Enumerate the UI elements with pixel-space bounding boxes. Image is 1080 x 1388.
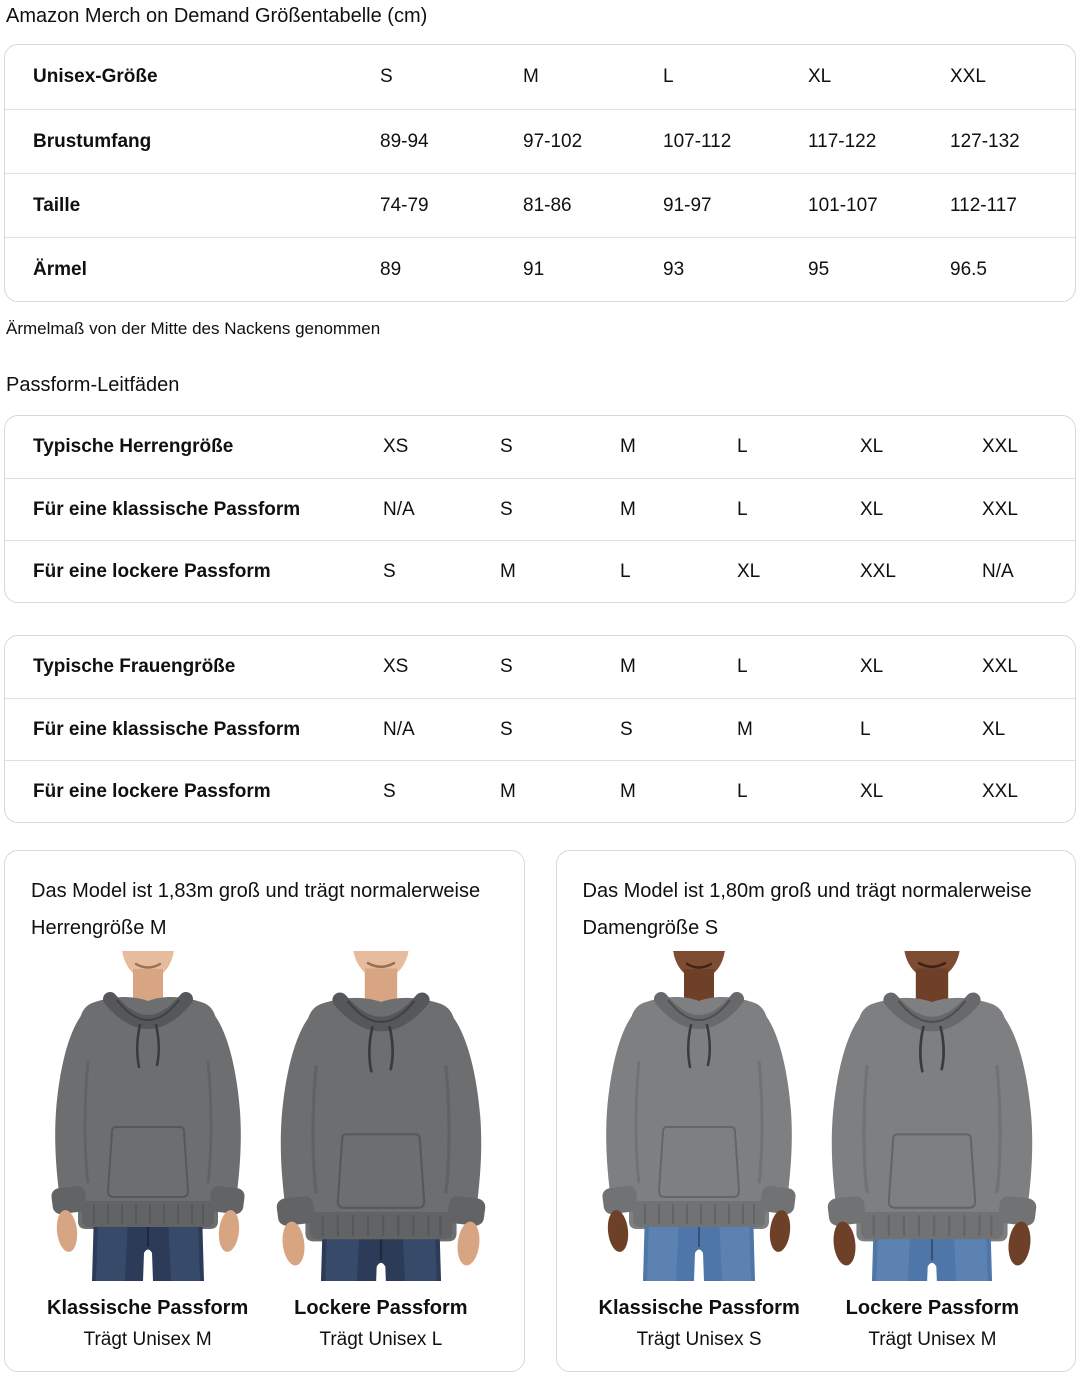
fit-cell: S (383, 560, 396, 582)
mens-fit-table (4, 415, 1076, 603)
measure-cell: 96.5 (950, 258, 987, 280)
size-col-header: S (380, 66, 393, 87)
fit-label: Lockere Passform (845, 1297, 1020, 1319)
row-label: Unisex-Größe (33, 66, 158, 87)
table-row-classic-fit (5, 478, 1075, 540)
size-col-header: XL (808, 66, 832, 87)
male-model-classic-fit-photo (32, 951, 264, 1281)
measure-cell: 112-117 (950, 194, 1017, 216)
table-row-waist (5, 173, 1075, 237)
row-label: Ärmel (33, 258, 87, 280)
fit-cell: L (860, 718, 871, 740)
size-col-header: L (663, 66, 674, 87)
fit-cell: L (737, 656, 748, 677)
loose-fit-photo-block (816, 951, 1049, 1351)
fit-cell: M (620, 498, 636, 520)
classic-fit-photo-block (31, 951, 264, 1351)
model-description: Das Model ist 1,83m groß und trägt normalerweise Herrengröße M (31, 880, 481, 939)
measure-cell: 91 (523, 258, 545, 280)
measure-cell: 91-97 (663, 194, 712, 216)
page-title: Amazon Merch on Demand Größentabelle (cm) (6, 5, 428, 27)
fit-cell: M (500, 780, 516, 802)
fit-cell: N/A (982, 560, 1014, 582)
fit-cell: XXL (860, 560, 896, 582)
row-label: Taille (33, 194, 81, 216)
fit-label: Klassische Passform (47, 1297, 249, 1319)
fit-cell: M (620, 436, 636, 457)
model-description: Das Model ist 1,80m groß und trägt normalerweise Damengröße S (582, 880, 1032, 939)
measure-cell: 101-107 (808, 194, 878, 216)
fit-cell: XL (860, 436, 884, 457)
row-label: Für eine klassische Passform (33, 718, 301, 740)
womens-fit-table (4, 635, 1076, 823)
loose-fit-photo-block (264, 951, 497, 1351)
unisex-size-table (4, 44, 1076, 302)
row-label: Für eine lockere Passform (33, 780, 271, 802)
row-label: Für eine klassische Passform (33, 498, 301, 520)
fit-cell: XXL (982, 780, 1018, 802)
measure-cell: 97-102 (523, 130, 583, 152)
classic-fit-photo-block (583, 951, 816, 1351)
table-row-loose-fit (5, 540, 1075, 602)
measure-cell: 93 (663, 258, 685, 280)
row-label: Brustumfang (33, 130, 152, 152)
size-col-header: XXL (950, 66, 986, 87)
size-label: Trägt Unisex M (83, 1329, 212, 1350)
fit-cell: N/A (383, 498, 415, 520)
model-photos (583, 951, 1050, 1351)
fit-cell: XS (383, 436, 409, 457)
sleeve-measure-note: Ärmelmaß von der Mitte des Nackens genommen (6, 319, 381, 338)
table-row-typical-womens-size (5, 636, 1075, 698)
model-cards (4, 850, 1076, 1372)
measure-cell: 127-132 (950, 130, 1020, 152)
mens-model-card (4, 850, 525, 1372)
measure-cell: 89-94 (380, 130, 429, 152)
measure-cell: 117-122 (808, 130, 877, 152)
table-row-sleeve (5, 237, 1075, 301)
photo-caption (599, 1281, 800, 1351)
size-label: Trägt Unisex M (868, 1329, 997, 1350)
fit-cell: S (500, 656, 513, 677)
size-col-header: M (523, 66, 539, 87)
fit-cell: M (500, 560, 516, 582)
fit-cell: XL (982, 718, 1006, 740)
fit-cell: XL (860, 656, 884, 677)
model-photos (31, 951, 498, 1351)
fit-cell: N/A (383, 718, 415, 740)
fit-cell: L (620, 560, 631, 582)
womens-model-card (556, 850, 1077, 1372)
fit-cell: S (620, 718, 633, 740)
fit-cell: M (620, 656, 636, 677)
measure-cell: 107-112 (663, 130, 732, 152)
table-row-classic-fit (5, 698, 1075, 760)
size-label: Trägt Unisex S (636, 1329, 762, 1350)
male-model-loose-fit-photo (265, 951, 497, 1281)
fit-cell: S (383, 780, 396, 802)
photo-caption (47, 1281, 248, 1351)
fit-cell: L (737, 780, 748, 802)
female-model-loose-fit-photo (816, 951, 1048, 1281)
row-label: Typische Herrengröße (33, 436, 234, 457)
table-row-loose-fit (5, 760, 1075, 822)
measure-cell: 81-86 (523, 194, 572, 216)
fit-label: Lockere Passform (294, 1297, 468, 1319)
fit-cell: L (737, 498, 748, 520)
fit-cell: XXL (982, 436, 1018, 457)
fit-label: Klassische Passform (598, 1297, 800, 1319)
fit-cell: XL (860, 780, 884, 802)
row-label: Typische Frauengröße (33, 656, 236, 677)
fit-cell: M (620, 780, 636, 802)
table-header-row (5, 45, 1075, 109)
measure-cell: 95 (808, 258, 830, 280)
table-row-chest (5, 109, 1075, 173)
fit-cell: S (500, 718, 513, 740)
measure-cell: 74-79 (380, 194, 429, 216)
table-row-typical-mens-size (5, 416, 1075, 478)
fit-cell: S (500, 436, 513, 457)
fit-cell: XXL (982, 498, 1018, 520)
fit-cell: S (500, 498, 513, 520)
measure-cell: 89 (380, 258, 402, 280)
fit-cell: XS (383, 656, 409, 677)
female-model-classic-fit-photo (583, 951, 815, 1281)
fit-cell: XXL (982, 656, 1018, 677)
photo-caption (846, 1281, 1019, 1351)
fit-cell: XL (860, 498, 884, 520)
photo-caption (294, 1281, 467, 1351)
fit-cell: XL (737, 560, 761, 582)
fit-cell: M (737, 718, 753, 740)
fit-cell: L (737, 436, 748, 457)
row-label: Für eine lockere Passform (33, 560, 271, 582)
fit-guides-heading: Passform-Leitfäden (6, 374, 180, 396)
size-label: Trägt Unisex L (319, 1329, 443, 1350)
